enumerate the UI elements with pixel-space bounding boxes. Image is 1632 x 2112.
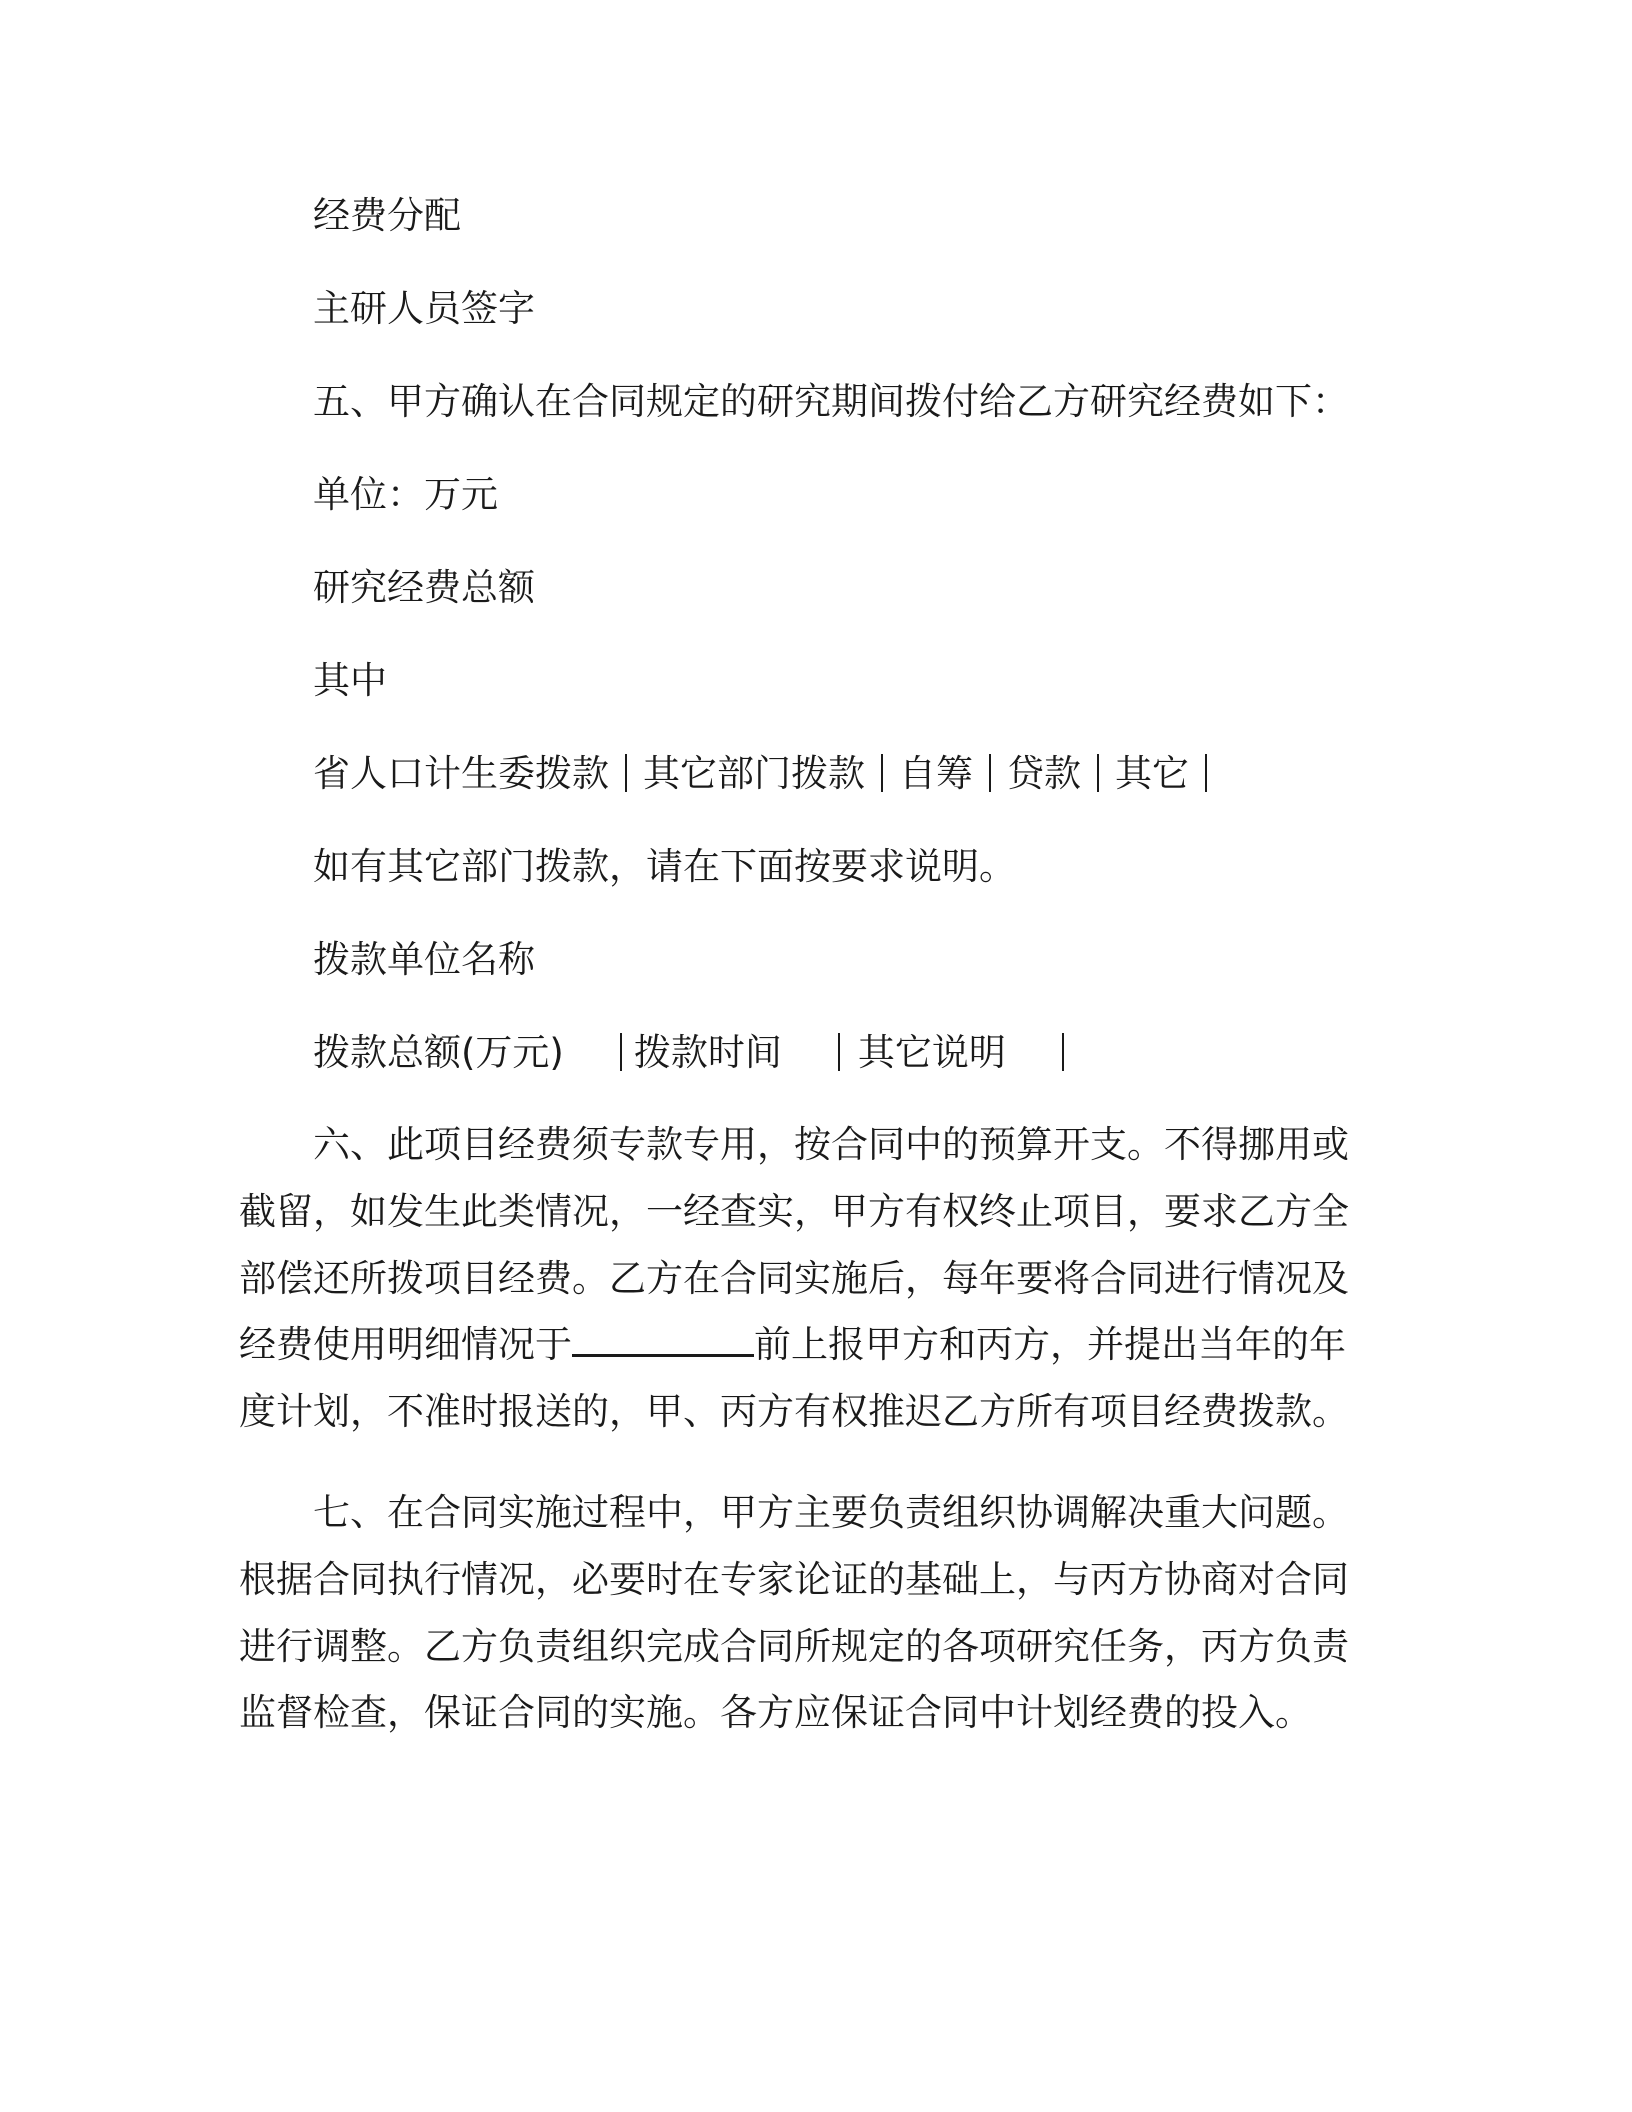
separator — [1097, 754, 1099, 792]
separator — [1205, 754, 1207, 792]
heading-lead-researcher-signature: 主研人员签字 — [313, 287, 535, 330]
allocation-total-label: 拨款总额(万元) — [313, 1031, 564, 1074]
unit-label: 单位：万元 — [313, 473, 498, 516]
other-departments-note: 如有其它部门拨款，请在下面按要求说明。 — [313, 845, 1016, 888]
clause-6-line-1: 六、此项目经费须专款专用，按合同中的预算开支。不得挪用或 — [313, 1123, 1349, 1166]
clause-7-paragraph — [239, 1480, 1359, 1747]
separator — [625, 754, 627, 792]
allocation-time-label: 拨款时间 — [633, 1031, 782, 1074]
funding-source-loan: 贷款 — [1007, 752, 1081, 795]
heading-funding-allocation: 经费分配 — [313, 194, 461, 237]
clause-6-line-3: 部偿还所拨项目经费。乙方在合同实施后，每年要将合同进行情况及 — [239, 1256, 1349, 1300]
clause-7-line-3: 进行调整。乙方负责组织完成合同所规定的各项研究任务，丙方负责 — [239, 1624, 1349, 1668]
funding-source-other-departments: 其它部门拨款 — [643, 752, 865, 795]
clause-6-line-2: 截留，如发生此类情况，一经查实，甲方有权终止项目，要求乙方全 — [239, 1189, 1349, 1233]
separator — [620, 1033, 622, 1071]
clause-6-line-5: 度计划，不准时报送的，甲、丙方有权推迟乙方所有项目经费拨款。 — [239, 1390, 1349, 1434]
total-funding-label: 研究经费总额 — [313, 566, 535, 609]
clause-6-line-4-start: 经费使用明细情况于 — [239, 1323, 572, 1367]
allocation-fields-row — [313, 1027, 1064, 1079]
clause-6-paragraph — [239, 1112, 1359, 1446]
breakdown-label: 其中 — [313, 659, 387, 702]
clause-6-line-4-end: 前上报甲方和丙方，并提出当年的年 — [754, 1323, 1346, 1367]
clause-7-line-1: 七、在合同实施过程中，甲方主要负责组织协调解决重大问题。 — [313, 1491, 1349, 1534]
funding-source-self-raised: 自筹 — [899, 752, 973, 795]
clause-7-line-4: 监督检查，保证合同的实施。各方应保证合同中计划经费的投入。 — [239, 1691, 1312, 1735]
allocation-notes-label: 其它说明 — [857, 1031, 1006, 1074]
clause-5-intro: 五、甲方确认在合同规定的研究期间拨付给乙方研究经费如下： — [313, 380, 1349, 423]
funding-source-other: 其它 — [1115, 752, 1189, 795]
funding-source-provincial: 省人口计生委拨款 — [313, 752, 609, 795]
separator — [1062, 1033, 1064, 1071]
funding-sources-row — [313, 748, 1207, 800]
clause-7-line-2: 根据合同执行情况，必要时在专家论证的基础上，与丙方协商对合同 — [239, 1557, 1349, 1601]
separator — [838, 1033, 840, 1071]
separator — [989, 754, 991, 792]
clause-6-line-4 — [239, 1312, 1359, 1379]
separator — [881, 754, 883, 792]
fill-in-blank — [572, 1324, 754, 1357]
grantor-name-label: 拨款单位名称 — [313, 938, 535, 981]
